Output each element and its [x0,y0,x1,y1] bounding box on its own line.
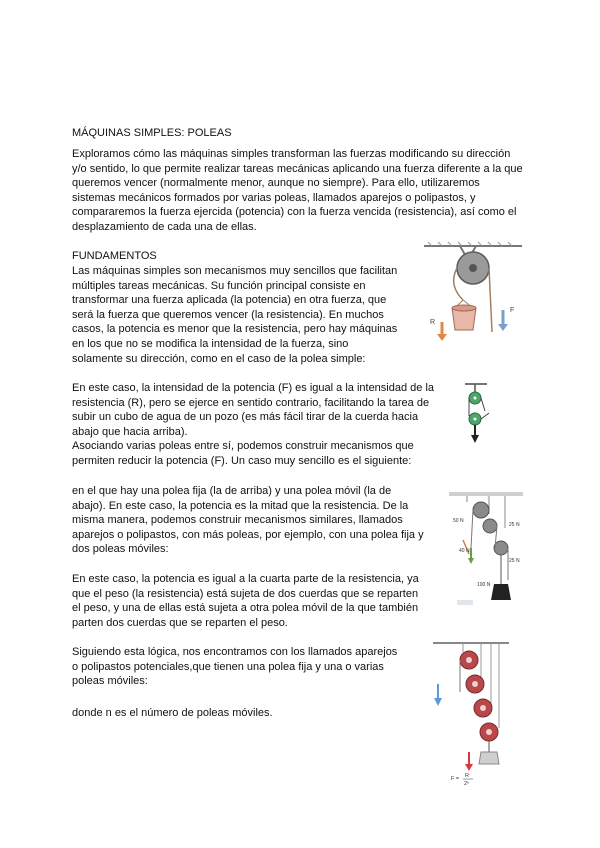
label-rope-a: 25 N [509,522,520,528]
text-line: compararemos la fuerza ejercida (potencia) con la fuerza vencida (resistencia), así como el [72,206,517,219]
label-fixed: 50 N [453,518,464,524]
movable-pulley-paragraph [72,484,424,557]
text-line: abajo). En este caso, la potencia es la mitad que la resistencia. De la [72,499,409,512]
text-line: queremos vencer (normalmente menor, aunque no siempre). Para ello, utilizaremos [72,177,480,190]
text-line: el peso, y una de ellas está sujeta a otra polea móvil de la que también [72,602,419,615]
text-line: subir un cubo de agua de un pozo (es más fácil tirar de la cuerda hacia [72,411,419,424]
text-line: resistencia (R), pero se ejerce en sentido contrario, facilitando la tarea de [72,396,430,409]
text-line: En este caso, la potencia es igual a la cuarta parte de la resistencia, ya [72,573,419,585]
text-line: Asociando varias poleas entre sí, podemos construir mecanismos que [72,440,414,453]
text-line: dos poleas móviles: [72,543,169,556]
label-load: 100 N [477,582,491,588]
final-note: donde n es el número de poleas móviles. [72,707,273,719]
text-line: transformar una fuerza aplicada (la potencia) en otra fuerza, que [72,294,387,307]
formula-numerator: R [465,773,469,779]
text-line: misma manera, podemos construir mecanismos similares, llamados [72,514,403,527]
text-line: sistemas mecánicos formados por varias poleas, llamados aparejos o polipastos, y [72,191,476,204]
simple-pulley-paragraph [72,381,434,469]
fundamentos-heading: FUNDAMENTOS [72,250,157,262]
fixed-movable-pulley-figure [455,381,505,446]
quarter-force-paragraph [72,572,419,630]
text-line: permiten reducir la potencia (F). Un caso muy sencillo es el siguiente: [72,454,412,467]
text-line: en el que hay una polea fija (la de arriba) y una polea móvil (la de [72,485,392,497]
text-line: aparejos o polipastos, con más poleas, por ejemplo, con una polea fija y [72,528,424,541]
text-line: En este caso, la intensidad de la potencia (F) es igual a la intensidad de la [72,382,435,394]
potential-pulley-paragraph [72,645,397,689]
text-line: múltiples tareas mecánicas. Su función principal consiste en [72,279,366,292]
text-line: Las máquinas simples son mecanismos muy sencillos que facilitan [72,265,398,277]
text-line: que el peso (la resistencia) está sujeta de dos cuerdas que se reparten [72,587,419,600]
label-rope-b: 25 N [509,558,520,564]
text-line: Exploramos cómo las máquinas simples transforman las fuerzas modificando su dirección [72,148,511,160]
page-title: MÁQUINAS SIMPLES: POLEAS [72,127,232,139]
two-movable-pulley-figure [445,488,525,613]
text-line: y/o sentido, lo que permite realizar tareas mecánicas aplicando una fuerza diferente a la que [72,162,523,175]
resistance-label: R [430,319,436,326]
potential-pulley-figure [423,640,518,790]
force-label: F [510,307,515,314]
text-line: solamente su dirección, como en el caso de la polea simple: [72,352,366,365]
formula-lhs: F = [451,776,460,782]
label-pull: 40 N [459,548,470,554]
text-line: poleas móviles: [72,675,148,688]
text-line: será la fuerza que queremos vencer (la resistencia). En muchos [72,308,384,321]
text-line: Siguiendo esta lógica, nos encontramos con los llamados aparejos [72,646,398,658]
simple-pulley-figure [418,240,528,345]
intro-paragraph [72,147,523,235]
text-line: casos, la potencia es menor que la resistencia, pero hay máquinas [72,323,398,336]
text-line: desplazamiento de cada una de ellas. [72,220,257,233]
text-line: en los que no se modifica la intensidad de la fuerza, sino [72,337,349,350]
formula-denominator: 2ⁿ [464,781,470,787]
text-line: o polipastos potenciales,que tienen una polea fija y una o varias [72,660,384,673]
text-line: parten dos cuerdas que se reparten el peso. [72,616,288,629]
text-line: abajo que hacia arriba). [72,425,188,438]
fundamentos-paragraph [72,264,397,366]
